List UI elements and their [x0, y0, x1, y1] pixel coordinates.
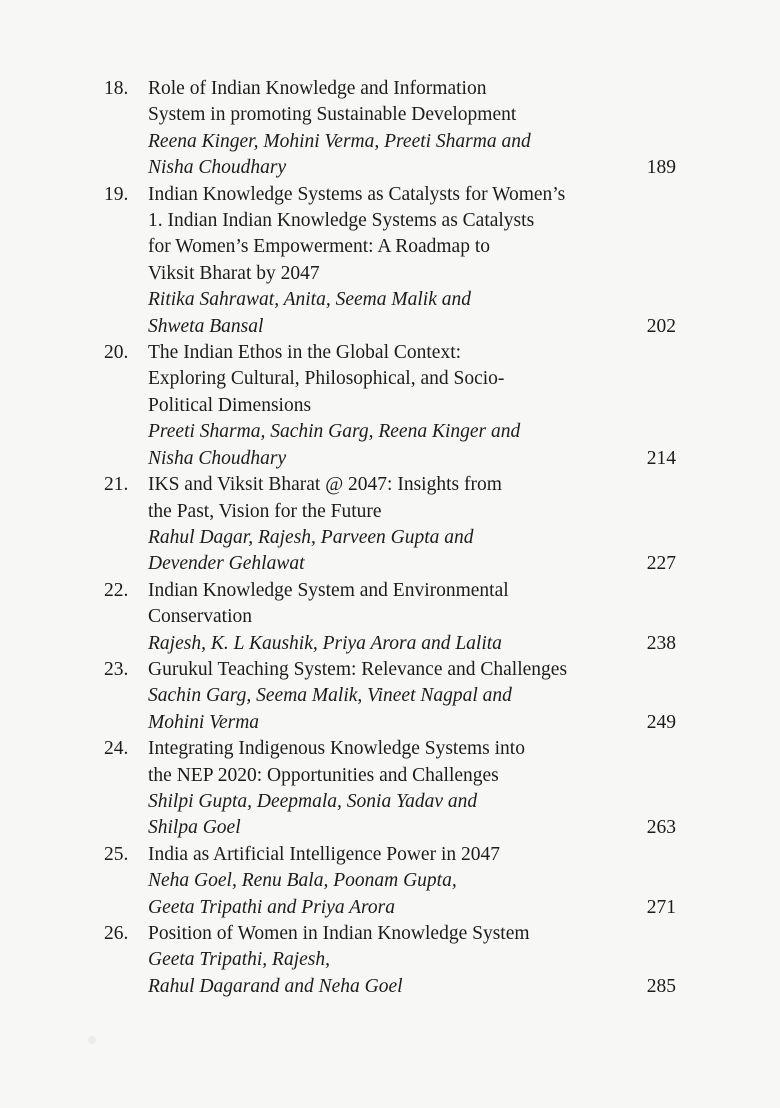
- entry-number: 24.: [104, 738, 129, 760]
- entry-author-line: Rajesh, K. L Kaushik, Priya Arora and Lalita: [148, 632, 502, 654]
- entry-author-line: Shilpa Goel: [148, 817, 241, 839]
- entry-number: 18.: [104, 78, 129, 99]
- toc-entry: [0, 340, 780, 472]
- entry-number: 20.: [104, 342, 129, 364]
- entry-title-line: Conservation: [148, 606, 252, 628]
- entry-author-line: Geeta Tripathi, Rajesh,: [148, 949, 330, 971]
- toc-entry: [0, 472, 780, 578]
- entry-author-line: Shilpi Gupta, Deepmala, Sonia Yadav and: [148, 790, 478, 812]
- entry-page-number: 189: [646, 157, 676, 179]
- entry-title-line: India as Artificial Intelligence Power in 2047: [148, 843, 500, 865]
- entry-number: 25.: [104, 843, 129, 865]
- entry-author-line: Nisha Choudhary: [148, 157, 287, 179]
- entry-page-number: 249: [646, 711, 676, 733]
- entry-number: 21.: [104, 474, 129, 496]
- entry-title-line: Political Dimensions: [148, 394, 312, 416]
- entry-author-line: Shweta Bansal: [148, 315, 264, 337]
- entry-page-number: 238: [646, 632, 676, 654]
- toc-entry: [0, 736, 780, 842]
- entry-page-number: 271: [646, 896, 676, 918]
- entry-title-line: the Past, Vision for the Future: [148, 500, 382, 522]
- toc-entry: [0, 182, 780, 340]
- entry-author-line: Devender Gehlawat: [148, 553, 305, 575]
- table-of-contents: [0, 76, 780, 1000]
- toc-entry: [0, 921, 780, 1000]
- entry-title-line: for Women’s Empowerment: A Roadmap to: [148, 236, 490, 258]
- entry-title-line: Exploring Cultural, Philosophical, and Socio-: [148, 368, 505, 390]
- entry-title-line: Viksit Bharat by 2047: [148, 262, 320, 284]
- entry-title-line: Position of Women in Indian Knowledge System: [148, 923, 530, 944]
- entry-author-line: Ritika Sahrawat, Anita, Seema Malik and: [148, 289, 471, 311]
- entry-page-number: 202: [646, 315, 676, 337]
- entry-title-line: 1. Indian Indian Knowledge Systems as Catalysts: [148, 210, 535, 232]
- entry-number: 26.: [104, 923, 129, 944]
- entry-page-number: 263: [646, 817, 676, 839]
- entry-author-line: Preeti Sharma, Sachin Garg, Reena Kinger and: [148, 421, 521, 443]
- entry-author-line: Rahul Dagarand and Neha Goel: [148, 975, 403, 997]
- entry-author-line: Rahul Dagar, Rajesh, Parveen Gupta and: [148, 526, 474, 548]
- entry-page-number: 285: [646, 975, 676, 997]
- entry-author-line: Nisha Choudhary: [148, 447, 287, 469]
- entry-author-line: Mohini Verma: [148, 711, 260, 733]
- entry-title-line: System in promoting Sustainable Development: [148, 104, 517, 126]
- toc-entry: [0, 76, 780, 182]
- entry-page-number: 227: [646, 553, 676, 575]
- entry-title-line: IKS and Viksit Bharat @ 2047: Insights from: [148, 474, 502, 496]
- entry-author-line: Reena Kinger, Mohini Verma, Preeti Sharma and: [148, 130, 531, 152]
- entry-page-number: 214: [646, 447, 676, 469]
- entry-number: 23.: [104, 658, 129, 680]
- entry-number: 19.: [104, 183, 129, 205]
- entry-title-line: Indian Knowledge Systems as Catalysts for Women’s: [148, 183, 566, 205]
- entry-author-line: Neha Goel, Renu Bala, Poonam Gupta,: [148, 870, 457, 892]
- entry-author-line: Sachin Garg, Seema Malik, Vineet Nagpal and: [148, 685, 512, 707]
- toc-entry: [0, 842, 780, 921]
- entry-author-line: Geeta Tripathi and Priya Arora: [148, 896, 396, 918]
- toc-entry: [0, 657, 780, 736]
- page-smudge: [88, 1036, 96, 1044]
- entry-title-line: Role of Indian Knowledge and Information: [148, 78, 487, 99]
- entry-title-line: Indian Knowledge System and Environmental: [148, 579, 509, 601]
- entry-title-line: the NEP 2020: Opportunities and Challenges: [148, 764, 499, 786]
- entry-title-line: The Indian Ethos in the Global Context:: [148, 342, 462, 364]
- entry-title-line: Gurukul Teaching System: Relevance and Challenges: [148, 658, 568, 680]
- toc-entry: [0, 578, 780, 657]
- entry-number: 22.: [104, 579, 129, 601]
- entry-title-line: Integrating Indigenous Knowledge Systems into: [148, 738, 525, 760]
